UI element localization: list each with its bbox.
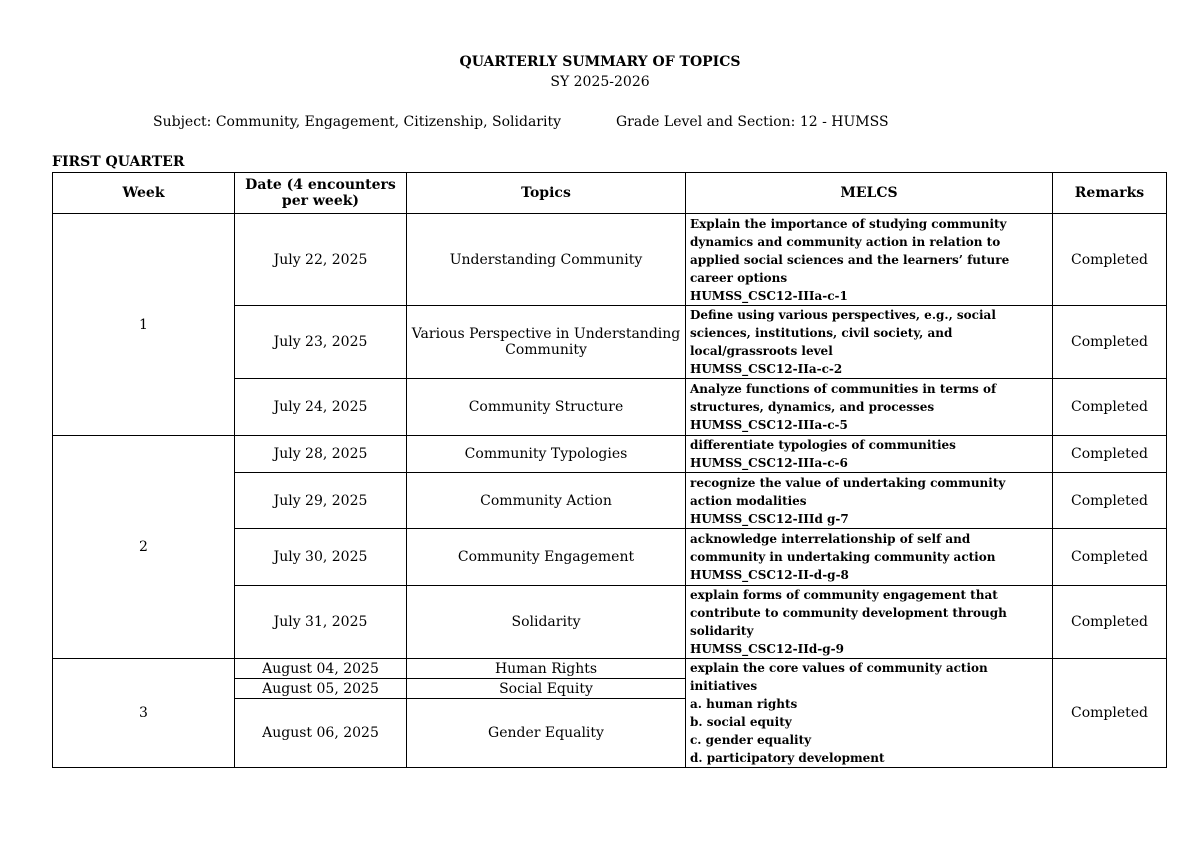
melc-item: a. human rights [690,697,798,711]
grade-section-line: Grade Level and Section: 12 - HUMSS [616,114,889,130]
date-cell: July 31, 2025 [235,586,407,659]
melc-code: HUMSS_CSC12-IIIa-c-5 [690,418,848,432]
remarks-cell: Completed [1053,379,1167,436]
topic-cell: Community Typologies [407,436,686,473]
melc-cell [686,436,1053,473]
document-title: QUARTERLY SUMMARY OF TOPICS [459,54,741,70]
column-header-melcs: MELCS [686,173,1053,214]
table-row [53,214,1167,306]
topic-cell: Understanding Community [407,214,686,306]
date-cell: July 22, 2025 [235,214,407,306]
date-cell: August 04, 2025 [235,659,407,679]
melc-cell [686,659,1053,768]
date-cell: August 06, 2025 [235,699,407,768]
date-cell: July 23, 2025 [235,306,407,379]
melc-code: HUMSS_CSC12-IIIa-c-6 [690,456,848,470]
melc-code: HUMSS_CSC12-IIId g-7 [690,511,849,526]
melc-cell [686,379,1053,436]
topic-cell: Community Engagement [407,529,686,586]
column-header-remarks: Remarks [1053,173,1167,214]
week-cell: 3 [53,659,235,768]
melc-code: HUMSS_CSC12-IIa-c-2 [690,362,843,376]
date-cell: July 28, 2025 [235,436,407,473]
melc-text: Define using various perspectives, e.g., social sciences, institutions, civil society, and local/grassroots level [690,308,996,358]
melc-text: explain forms of community engagement that contribute to community development through solidarity [690,588,1007,638]
topics-table [52,172,1167,768]
melc-text: explain the core values of community action initiatives [690,661,988,693]
topic-cell: Various Perspective in Understanding Community [407,306,686,379]
remarks-cell: Completed [1053,214,1167,306]
table-row [53,659,1167,679]
melc-cell [686,586,1053,659]
date-cell: July 24, 2025 [235,379,407,436]
topic-cell: Gender Equality [407,699,686,768]
melc-code: HUMSS_CSC12-IIIa-c-1 [690,288,848,303]
topic-cell: Solidarity [407,586,686,659]
melc-item: c. gender equality [690,733,812,747]
topic-cell: Community Structure [407,379,686,436]
remarks-cell: Completed [1053,659,1167,768]
melc-cell [686,529,1053,586]
melc-cell [686,473,1053,529]
remarks-cell: Completed [1053,529,1167,586]
topic-cell: Human Rights [407,659,686,679]
quarter-heading: FIRST QUARTER [52,154,185,170]
melc-cell [686,306,1053,379]
melc-text: acknowledge interrelationship of self and community in undertaking community action [690,532,996,564]
week-cell: 2 [53,436,235,659]
melc-code: HUMSS_CSC12-IId-g-9 [690,642,844,656]
table-row [53,436,1167,473]
melc-text: recognize the value of undertaking community action modalities [690,475,1006,508]
melc-item: b. social equity [690,715,792,729]
topic-cell: Community Action [407,473,686,529]
topic-cell: Social Equity [407,679,686,699]
school-year: SY 2025-2026 [550,74,650,90]
column-header-week: Week [53,173,235,214]
date-cell: July 29, 2025 [235,473,407,529]
remarks-cell: Completed [1053,586,1167,659]
date-cell: August 05, 2025 [235,679,407,699]
date-cell: July 30, 2025 [235,529,407,586]
remarks-cell: Completed [1053,473,1167,529]
melc-code: HUMSS_CSC12-II-d-g-8 [690,568,849,582]
melc-text: Analyze functions of communities in terms of structures, dynamics, and processes [690,382,997,414]
melc-item: d. participatory development [690,751,885,765]
subject-line: Subject: Community, Engagement, Citizenship, Solidarity [153,114,562,130]
remarks-cell: Completed [1053,306,1167,379]
column-header-topics: Topics [407,173,686,214]
melc-text: differentiate typologies of communities [690,438,956,452]
week-cell: 1 [53,214,235,436]
column-header-date: Date (4 encounters per week) [235,173,407,214]
table-header-row [53,173,1167,214]
melc-cell [686,214,1053,306]
remarks-cell: Completed [1053,436,1167,473]
melc-text: Explain the importance of studying community dynamics and community action in relation to applied social sciences and the learners’ future career options [690,216,1010,285]
